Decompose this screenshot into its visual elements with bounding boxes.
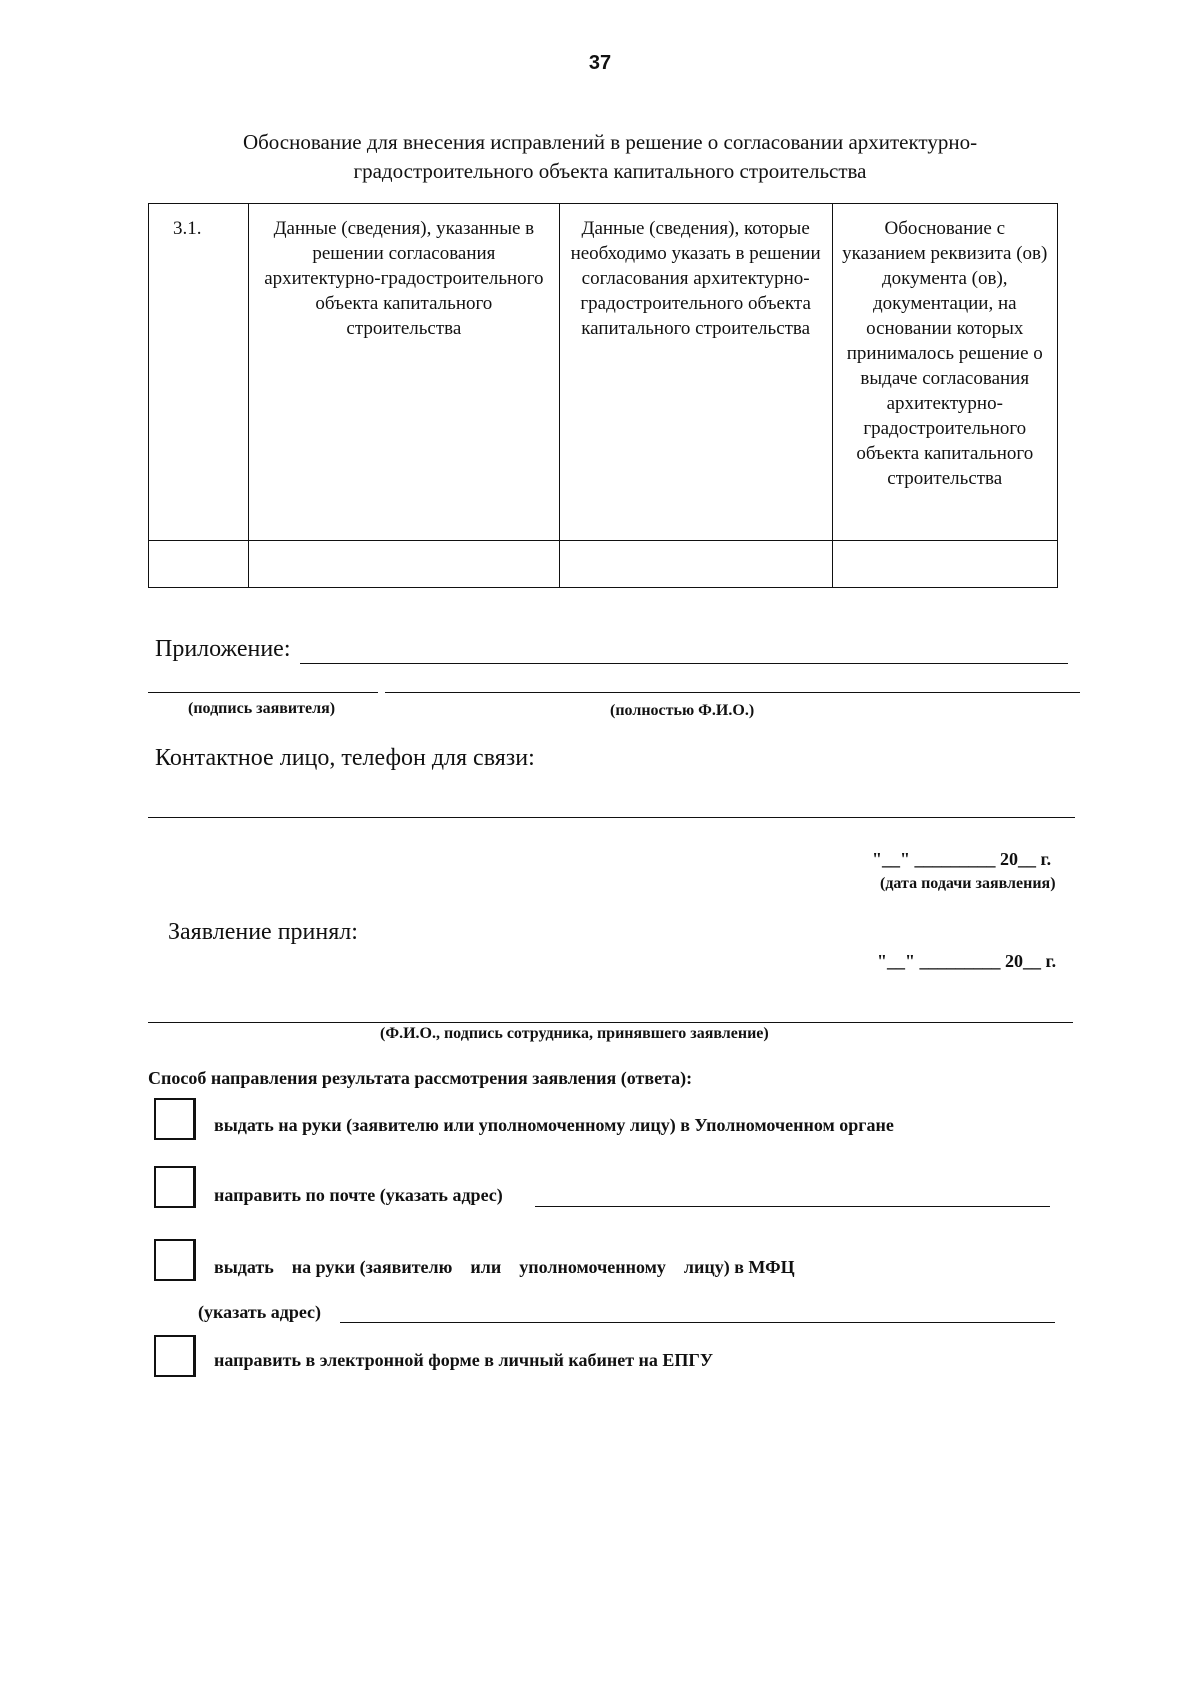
option-epgu-label: направить в электронной форме в личный кабинет на ЕПГУ: [214, 1350, 714, 1370]
empty-cell-number[interactable]: [149, 541, 249, 588]
option-epgu-checkbox[interactable]: [154, 1335, 196, 1377]
empty-cell-current-data[interactable]: [248, 541, 559, 588]
option-in-person-authority-label: выдать на руки (заявителю или уполномоченному лицу) в Уполномоченном органе: [214, 1115, 894, 1135]
attachment-field-line[interactable]: [300, 663, 1068, 664]
fullname-caption: (полностью Ф.И.О.): [610, 702, 755, 719]
employee-caption: (Ф.И.О., подпись сотрудника, принявшего заявление): [380, 1025, 769, 1042]
fullname-field-line[interactable]: [385, 692, 1080, 693]
submission-date-caption: (дата подачи заявления): [880, 875, 1056, 892]
table-row: [149, 204, 1058, 541]
option-mfc-label: выдать на руки (заявителю или уполномоченному лицу) в МФЦ: [214, 1257, 795, 1277]
submission-date-field[interactable]: "__" _________ 20__ г.: [872, 849, 1052, 869]
row-number-cell: 3.1.: [149, 204, 249, 541]
column-header-current-data: Данные (сведения), указанные в решении согласования архитектурно-градостроительного объекта капитального строительства: [248, 204, 559, 541]
accepted-label: Заявление принял:: [168, 919, 358, 945]
delivery-title: Способ направления результата рассмотрения заявления (ответа):: [148, 1068, 693, 1088]
attachment-label: Приложение:: [155, 636, 291, 662]
contact-label: Контактное лицо, телефон для связи:: [155, 745, 535, 771]
empty-cell-new-data[interactable]: [559, 541, 832, 588]
corrections-table: [148, 203, 1058, 588]
mail-address-field-line[interactable]: [535, 1206, 1050, 1207]
contact-field-line[interactable]: [148, 817, 1075, 818]
mfc-address-label: (указать адрес): [198, 1302, 322, 1322]
option-in-person-authority-checkbox[interactable]: [154, 1098, 196, 1140]
page-number: 37: [588, 52, 612, 74]
signature-caption: (подпись заявителя): [188, 700, 336, 717]
document-heading: Обоснование для внесения исправлений в решение о согласовании архитектурно-градостроительного объекта капитального строительства: [242, 130, 978, 183]
column-header-justification: Обоснование с указанием реквизита (ов) документа (ов), документации, на основании которых принималось решение о выдаче согласования архитектурно-градостроительного объекта капитального строительства: [832, 204, 1057, 541]
table-row-empty: [149, 541, 1058, 588]
signature-field-line[interactable]: [148, 692, 378, 693]
employee-field-line[interactable]: [148, 1022, 1073, 1023]
empty-cell-justification[interactable]: [832, 541, 1057, 588]
acceptance-date-field[interactable]: "__" _________ 20__ г.: [877, 951, 1057, 971]
option-mfc-checkbox[interactable]: [154, 1239, 196, 1281]
column-header-new-data: Данные (сведения), которые необходимо указать в решении согласования архитектурно-градостроительного объекта капитального строительства: [559, 204, 832, 541]
option-mail-checkbox[interactable]: [154, 1166, 196, 1208]
mfc-address-field-line[interactable]: [340, 1322, 1055, 1323]
option-mail-label: направить по почте (указать адрес): [214, 1185, 503, 1205]
